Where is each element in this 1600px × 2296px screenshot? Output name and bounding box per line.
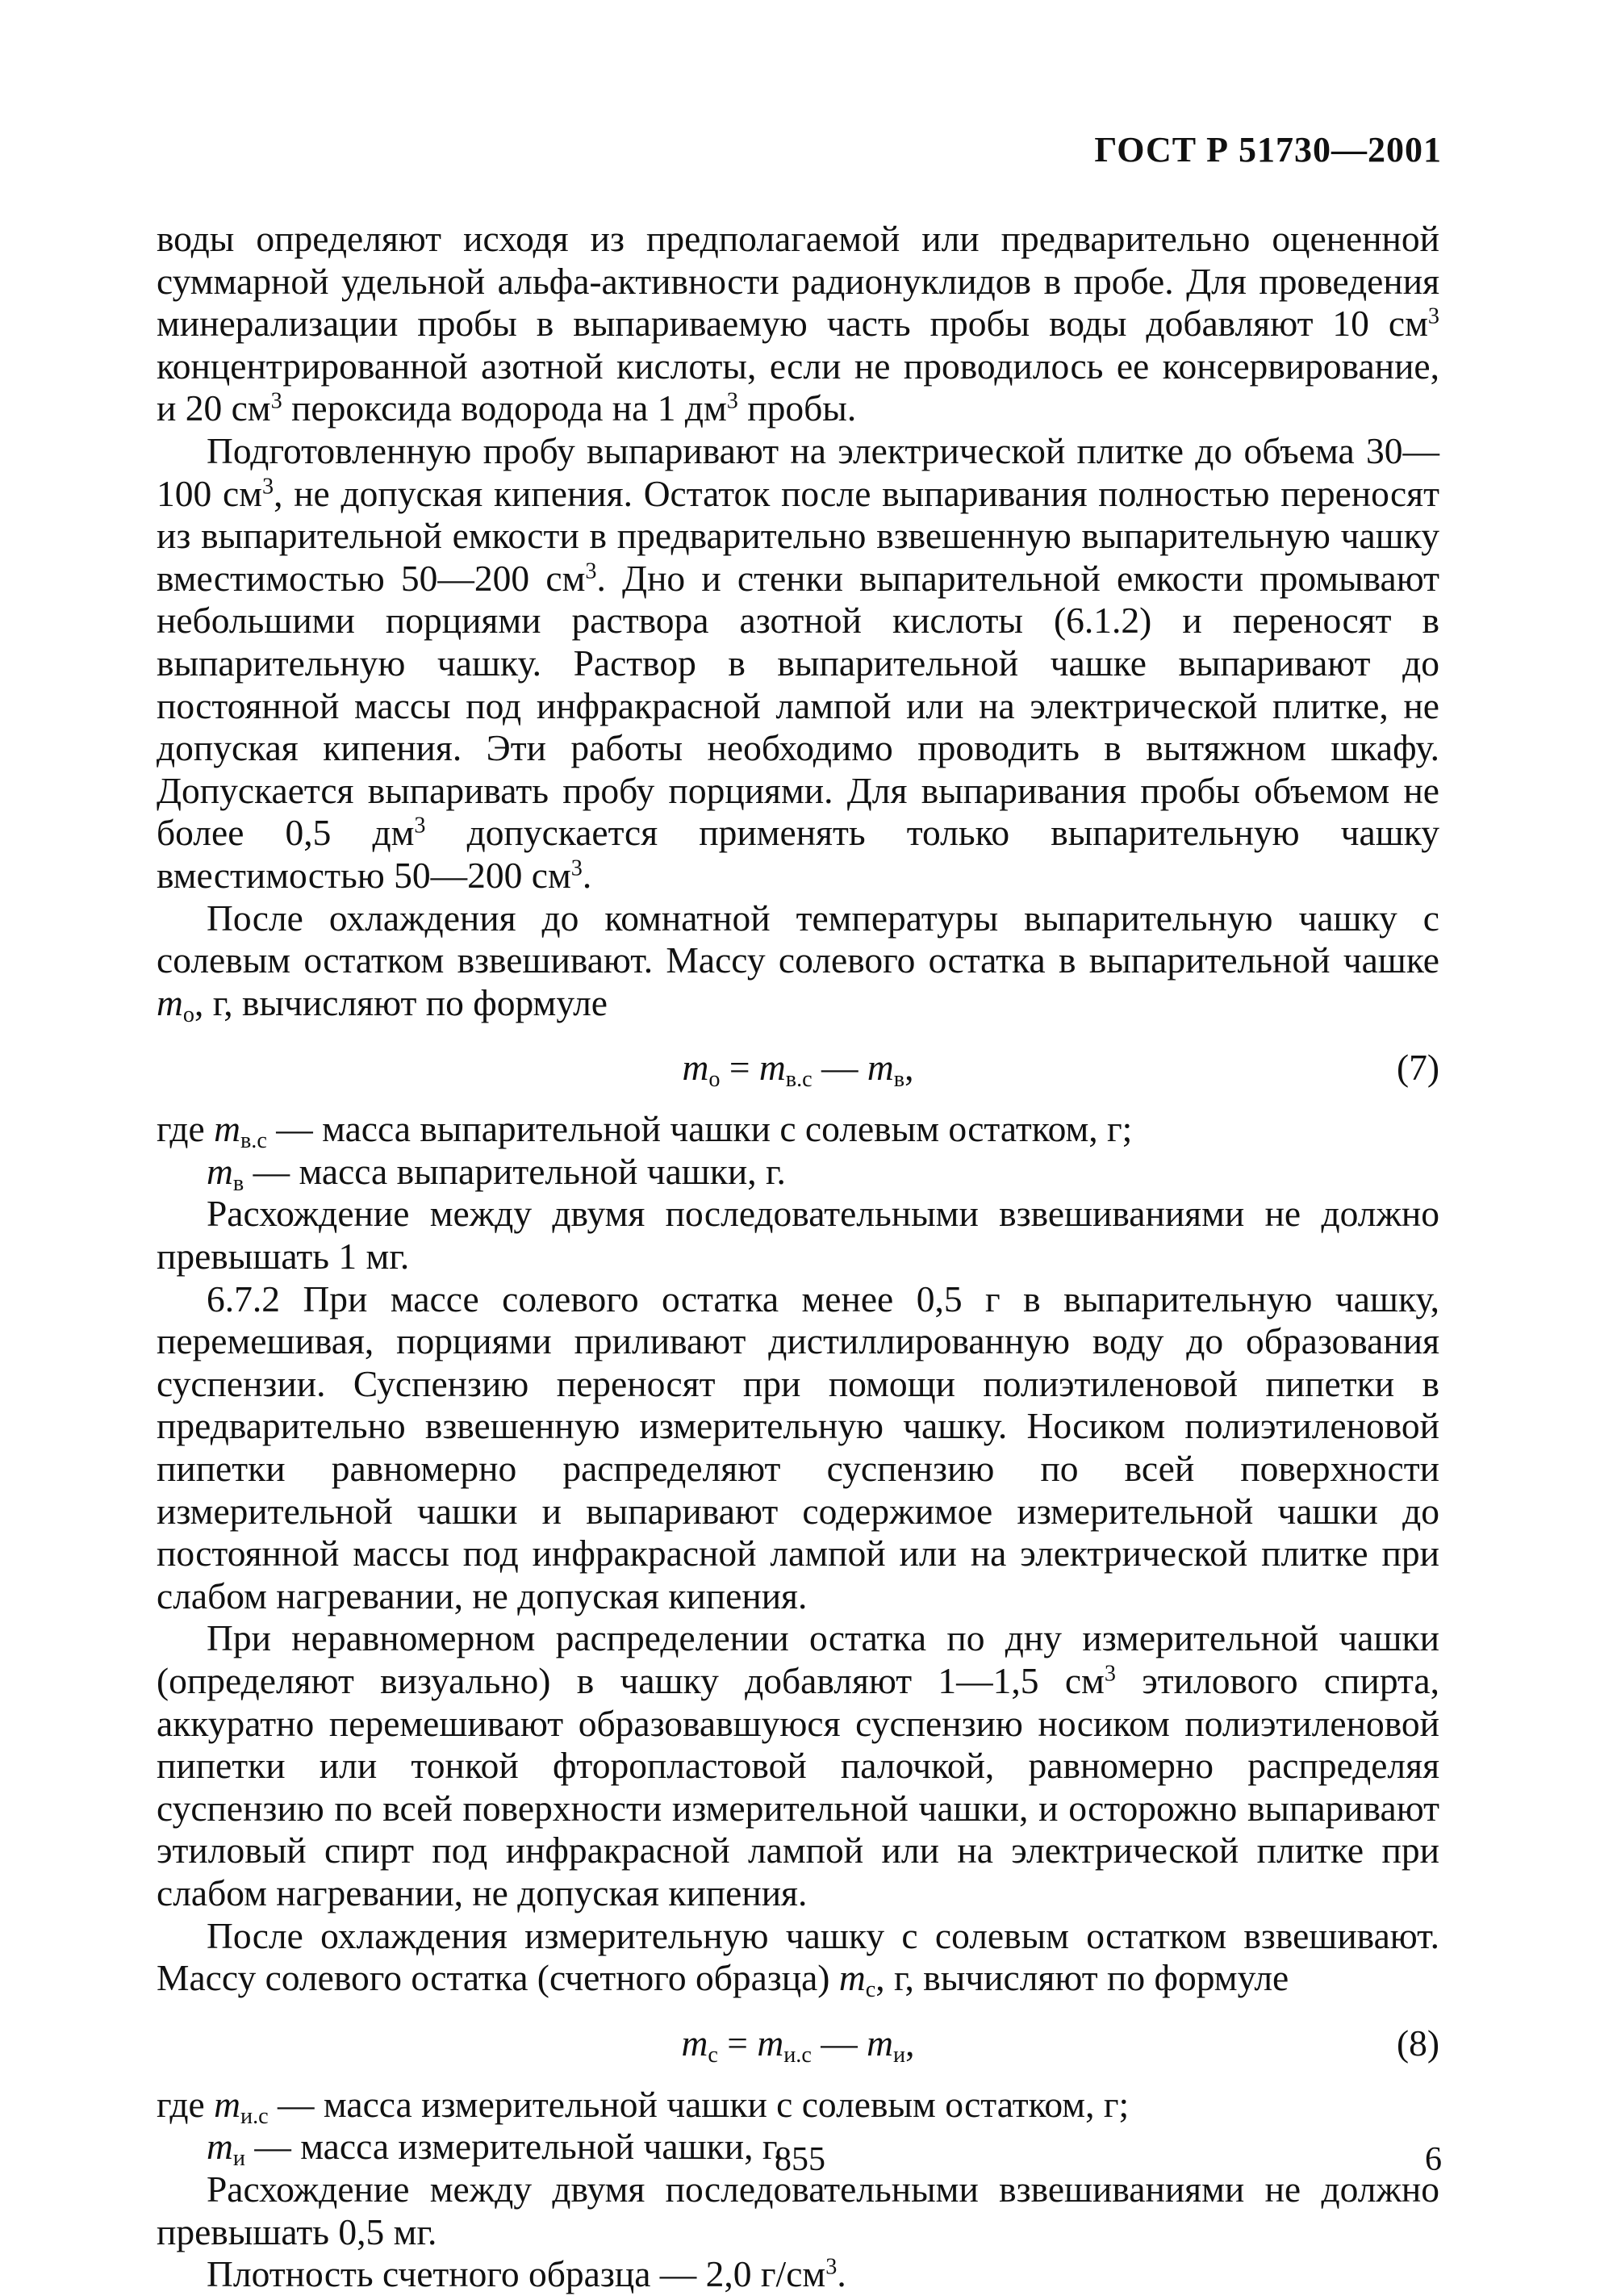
paragraph: После охлаждения измерительную чашку с солевым остатком взвешивают. Массу солевого остатка (счетного образца) $m_с$, г, вычисляют по формуле xyxy=(157,1914,1439,2003)
formula-8-expression: $m_с = m_{и.с}$ — $m_и$, xyxy=(681,2022,915,2068)
symbol-definition: $m_и$ — масса измерительной чашки, г. xyxy=(207,2126,783,2172)
paragraph-group-3 xyxy=(157,2168,1439,2296)
standard-header: ГОСТ Р 51730—2001 xyxy=(1094,130,1442,169)
paragraph: воды определяют исходя из предполагаемой или предварительно оцененной суммарной удельной альфа-активности радионуклидов в пробе. Для проведения минерализации пробы в выпариваемую часть пробы воды добавляют 10 $см^3$ концентрированной азотной кислоты, если не проводилось ее консервирование, и 20 $см^3$ пероксида водорода на 1 $дм^3$ пробы. xyxy=(157,218,1439,429)
paragraph: Плотность счетного образца — 2,0 $г/см^3$. xyxy=(207,2253,846,2295)
body-text xyxy=(157,218,1439,2296)
formula-7-definitions xyxy=(157,1108,1439,1196)
page-number-center: 855 xyxy=(775,2141,825,2178)
paragraph-group-2 xyxy=(157,1193,1439,2003)
paragraph-group-1 xyxy=(157,218,1439,1027)
formula-8-number: (8) xyxy=(1396,2022,1439,2064)
symbol-definition: где $m_{в.с}$ — масса выпарительной чашки с солевым остатком, г; xyxy=(157,1108,1133,1154)
paragraph: Расхождение между двумя последовательными взвешиваниями не должно превышать 1 мг. xyxy=(157,1193,1439,1278)
formula-7-expression: $m_о = m_{в.с}$ — $m_в$, xyxy=(682,1047,914,1093)
symbol-definition: $m_в$ — масса выпарительной чашки, г. xyxy=(207,1150,786,1196)
paragraph: После охлаждения до комнатной температуры выпарительную чашку с солевым остатком взвешивают. Массу солевого остатка в выпарительной чашке $m_о$, г, вычисляют по формуле xyxy=(157,897,1439,1027)
formula-7 xyxy=(157,1039,1439,1097)
symbol-definition: где $m_{и.с}$ — масса измерительной чашки с солевым остатком, г; xyxy=(157,2083,1130,2129)
formula-7-number: (7) xyxy=(1396,1047,1439,1089)
paragraph: 6.7.2 При массе солевого остатка менее 0,5 г в выпарительную чашку, перемешивая, порциями приливают дистиллированную воду до образования суспензии. Суспензию переносят при помощи полиэтиленовой пипетки в предварительно взвешенную измерительную чашку. Носиком полиэтиленовой пипетки равномерно распределяют суспензию по всей поверхности измерительной чашки и выпаривают содержимое измерительной чашки до постоянной массы под инфракрасной лампой или на электрической плитке при слабом нагревании, не допуская кипения. xyxy=(157,1278,1439,1616)
paragraph: При неравномерном распределении остатка по дну измерительной чашки (определяют визуально) в чашку добавляют 1—1,5 $см^3$ этилового спирта, аккуратно перемешивают образовавшуюся суспензию носиком полиэтиленовой пипетки или тонкой фторопластовой палочкой, равномерно распределяя суспензию по всей поверхности измерительной чашки, и осторожно выпаривают этиловый спирт под инфракрасной лампой или на электрической плитке при слабом нагревании, не допуская кипения. xyxy=(157,1617,1439,1913)
page-number-right: 6 xyxy=(1425,2141,1442,2178)
paragraph: Подготовленную пробу выпаривают на электрической плитке до объема 30—100 $см^3$, не допуская кипения. Остаток после выпаривания полностью переносят из выпарительной емкости в предварительно взвешенную выпарительную чашку вместимостью 50—200 $см^3$. Дно и стенки выпарительной емкости промывают небольшими порциями раствора азотной кислоты (6.1.2) и переносят в выпарительную чашку. Раствор в выпарительной чашке выпаривают до постоянной массы под инфракрасной лампой или на электрической плитке, не допуская кипения. Эти работы необходимо проводить в вытяжном шкафу. Допускается выпаривать пробу порциями. Для выпаривания пробы объемом не более 0,5 $дм^3$ допускается применять только выпарительную чашку вместимостью 50—200 $см^3$. xyxy=(157,429,1439,896)
paragraph: Расхождение между двумя последовательными взвешиваниями не должно превышать 0,5 мг. xyxy=(157,2168,1439,2252)
formula-8 xyxy=(157,2014,1439,2072)
